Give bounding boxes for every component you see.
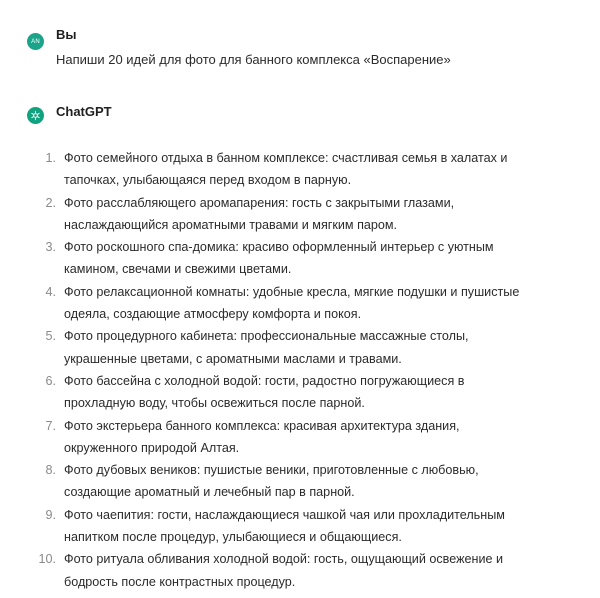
list-item: [0, 192, 519, 237]
list-item-line: Фото ритуала обливания холодной водой: гость, ощущающий освежение и: [64, 552, 504, 567]
list-item: [0, 548, 519, 593]
list-item-text: [64, 147, 507, 192]
list-item-line: Фото дубовых веников: пушистые веники, приготовленные с любовью,: [64, 463, 479, 478]
list-item-line: Фото расслабляющего аромапарения: гость с закрытыми глазами,: [64, 195, 455, 210]
chatgpt-logo-icon: [27, 107, 44, 124]
list-number: 8.: [45, 463, 56, 478]
list-number: 7.: [45, 418, 56, 433]
list-item-line: Фото бассейна с холодной водой: гости, радостно погружающиеся в: [64, 373, 465, 388]
ideas-list: [0, 147, 519, 593]
list-item-line: украшенные цветами, с ароматными маслами и травами.: [64, 351, 402, 366]
list-item-line: Фото роскошного спа-домика: красиво оформленный интерьер с уютным: [64, 240, 494, 255]
assistant-name: ChatGPT: [56, 104, 112, 119]
user-name: Вы: [56, 27, 77, 42]
list-number: 9.: [45, 507, 56, 522]
list-item-text: [64, 370, 464, 415]
list-item-line: тапочках, улыбающаяся перед входом в парную.: [64, 173, 352, 188]
list-item: [0, 325, 519, 370]
list-item-line: Фото экстерьера банного комплекса: красивая архитектура здания,: [64, 418, 460, 433]
list-item-line: создающие ароматный и лечебный пар в парной.: [64, 485, 355, 500]
list-item-text: [64, 236, 494, 281]
list-item-line: наслаждающийся ароматными травами и мягким паром.: [64, 217, 398, 232]
list-item-text: [64, 192, 454, 237]
list-item-line: одеяла, создающие атмосферу комфорта и покоя.: [64, 307, 362, 322]
list-item-text: [64, 504, 505, 549]
list-number: 10.: [38, 552, 56, 567]
list-item-text: [64, 459, 479, 504]
list-item-line: прохладную воду, чтобы освежиться после парной.: [64, 396, 365, 411]
list-item: [0, 504, 519, 549]
list-item-line: напитком после процедур, улыбающиеся и общающиеся.: [64, 530, 402, 545]
list-item: [0, 415, 519, 460]
user-message: Напиши 20 идей для фото для банного комплекса «Воспарение»: [56, 52, 451, 67]
list-item: [0, 236, 519, 281]
list-number: 6.: [45, 373, 56, 388]
list-number: 5.: [45, 329, 56, 344]
list-number: 2.: [45, 195, 56, 210]
list-item-line: окруженного природой Алтая.: [64, 440, 240, 455]
list-item-line: Фото семейного отдыха в банном комплексе: счастливая семья в халатах и: [64, 151, 508, 165]
list-number: 1.: [45, 151, 56, 165]
list-item-line: Фото процедурного кабинета: профессиональные массажные столы,: [64, 329, 469, 344]
list-item-line: бодрость после контрастных процедур.: [64, 574, 296, 589]
list-item-line: камином, свечами и свежими цветами.: [64, 262, 292, 277]
list-number: 4.: [45, 284, 56, 299]
user-avatar: AN: [27, 33, 44, 50]
list-item: [0, 281, 519, 326]
list-item: [0, 459, 519, 504]
list-item-text: [64, 281, 519, 326]
list-item: [0, 147, 519, 192]
list-item-text: [64, 548, 503, 593]
list-number: 3.: [45, 240, 56, 255]
list-item-text: [64, 415, 460, 460]
list-item-text: [64, 325, 469, 370]
list-item: [0, 370, 519, 415]
list-item-line: Фото чаепития: гости, наслаждающиеся чашкой чая или прохладительным: [64, 507, 505, 522]
list-item-line: Фото релаксационной комнаты: удобные кресла, мягкие подушки и пушистые: [64, 284, 520, 299]
